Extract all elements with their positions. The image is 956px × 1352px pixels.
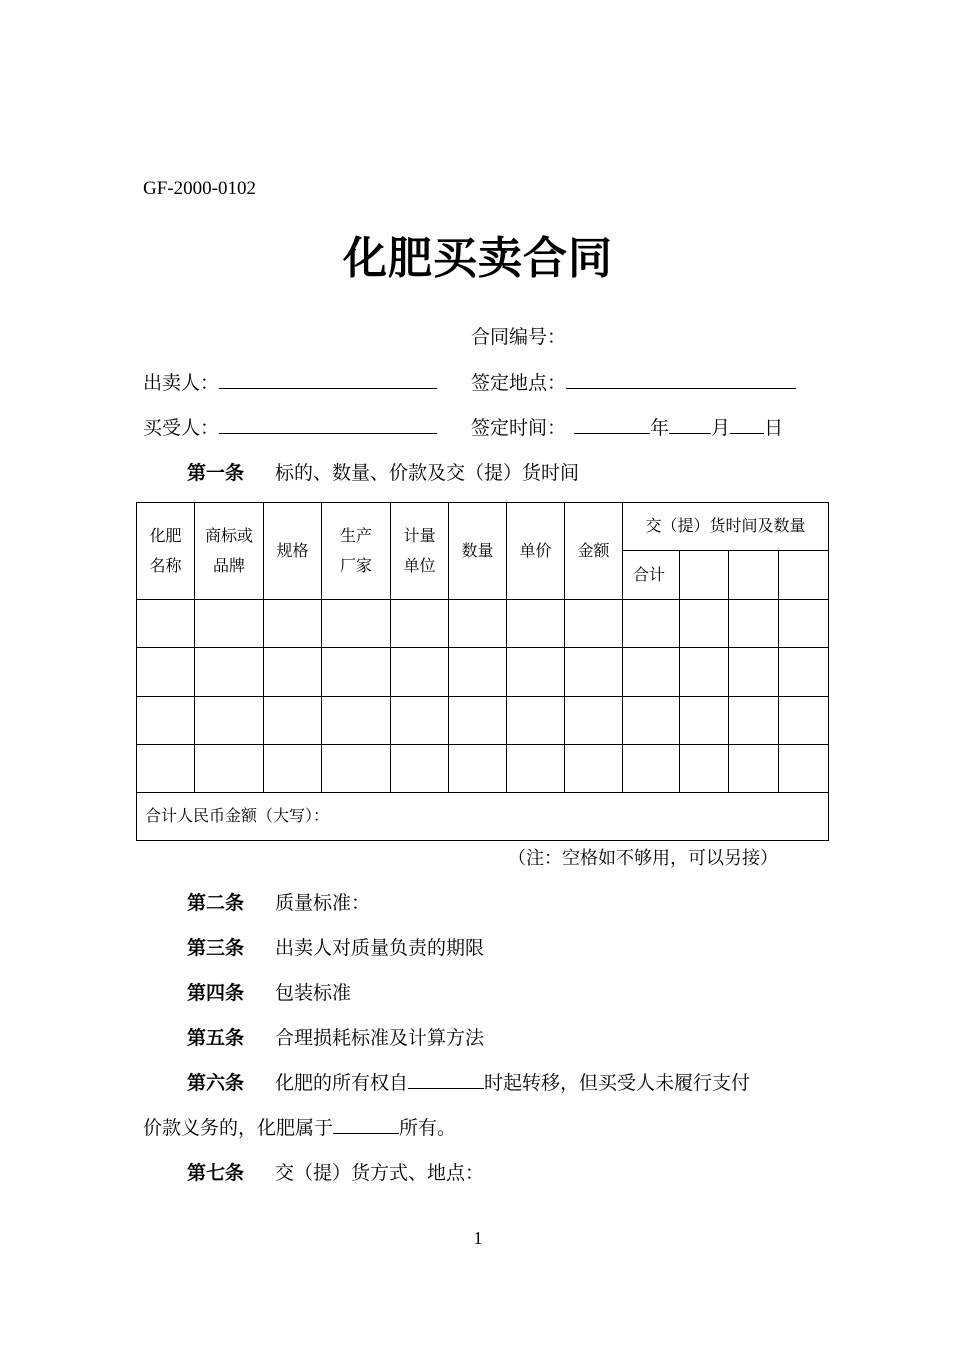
header-subtotal: 合计 bbox=[623, 551, 680, 600]
table-row bbox=[137, 648, 829, 696]
goods-table bbox=[136, 502, 829, 841]
buyer-label: 买受人： bbox=[143, 417, 220, 439]
header-brand: 商标或 品牌 bbox=[195, 503, 264, 600]
table-cell bbox=[680, 551, 729, 600]
document-title: 化肥买卖合同 bbox=[343, 233, 613, 284]
sign-time-field bbox=[471, 413, 783, 440]
seller-field bbox=[143, 368, 437, 395]
article-7-text: 交（提）货方式、地点： bbox=[275, 1162, 485, 1184]
article-4-number: 第四条 bbox=[187, 982, 245, 1004]
article-3 bbox=[187, 933, 484, 960]
month-blank bbox=[669, 415, 711, 434]
header-fertilizer-name: 化肥 名称 bbox=[137, 503, 195, 600]
article-2-number: 第二条 bbox=[187, 892, 245, 914]
article-7-number: 第七条 bbox=[187, 1162, 245, 1184]
seller-label: 出卖人： bbox=[143, 372, 220, 394]
article-4-text: 包装标准 bbox=[275, 982, 352, 1004]
owner-blank bbox=[333, 1115, 399, 1134]
table-row bbox=[137, 696, 829, 744]
year-label: 年 bbox=[650, 417, 670, 439]
article-6 bbox=[187, 1068, 750, 1095]
article-1-text: 标的、数量、价款及交（提）货时间 bbox=[275, 462, 580, 484]
article-2-text: 质量标准： bbox=[275, 892, 371, 914]
header-delivery: 交（提）货时间及数量 bbox=[623, 503, 829, 551]
buyer-field bbox=[143, 413, 437, 440]
article-6-text-d: 所有。 bbox=[399, 1117, 457, 1139]
article-5 bbox=[187, 1023, 484, 1050]
article-3-text: 出卖人对质量负责的期限 bbox=[275, 937, 485, 959]
header-amount: 金额 bbox=[565, 503, 623, 600]
day-label: 日 bbox=[764, 417, 784, 439]
month-label: 月 bbox=[711, 417, 731, 439]
header-spec: 规格 bbox=[264, 503, 322, 600]
day-blank bbox=[730, 415, 764, 434]
article-6-text-a: 化肥的所有权自 bbox=[275, 1072, 409, 1094]
article-6-number: 第六条 bbox=[187, 1072, 245, 1094]
sign-time-label: 签定时间： bbox=[471, 417, 567, 439]
sign-place-label: 签定地点： bbox=[471, 372, 567, 394]
page-number: 1 bbox=[473, 1228, 483, 1248]
article-6-text-c: 价款义务的，化肥属于 bbox=[143, 1117, 334, 1139]
seller-blank bbox=[219, 370, 437, 389]
header-unit-price: 单价 bbox=[507, 503, 565, 600]
table-row bbox=[137, 600, 829, 648]
article-4 bbox=[187, 978, 351, 1005]
table-cell bbox=[729, 551, 779, 600]
article-5-text: 合理损耗标准及计算方法 bbox=[275, 1027, 485, 1049]
contract-number-label: 合同编号： bbox=[471, 326, 567, 348]
total-rmb-row: 合计人民币金额（大写）： bbox=[137, 792, 829, 840]
form-code: GF-2000-0102 bbox=[143, 178, 256, 199]
year-blank bbox=[574, 415, 650, 434]
article-6-text-b: 时起转移，但买受人未履行支付 bbox=[484, 1072, 751, 1094]
article-3-number: 第三条 bbox=[187, 937, 245, 959]
header-manufacturer: 生产 厂家 bbox=[322, 503, 391, 600]
table-note: （注：空格如不够用，可以另接） bbox=[508, 848, 778, 869]
header-unit: 计量 单位 bbox=[391, 503, 449, 600]
sign-place-blank bbox=[566, 370, 796, 389]
article-1-number: 第一条 bbox=[187, 462, 245, 484]
article-5-number: 第五条 bbox=[187, 1027, 245, 1049]
transfer-time-blank bbox=[408, 1070, 484, 1089]
table-row bbox=[137, 744, 829, 792]
buyer-blank bbox=[219, 415, 437, 434]
table-cell bbox=[779, 551, 829, 600]
sign-place-field bbox=[471, 368, 796, 395]
article-6-continued bbox=[143, 1113, 456, 1140]
article-7 bbox=[187, 1158, 484, 1185]
article-2 bbox=[187, 888, 370, 915]
article-1 bbox=[187, 458, 579, 485]
header-quantity: 数量 bbox=[449, 503, 507, 600]
